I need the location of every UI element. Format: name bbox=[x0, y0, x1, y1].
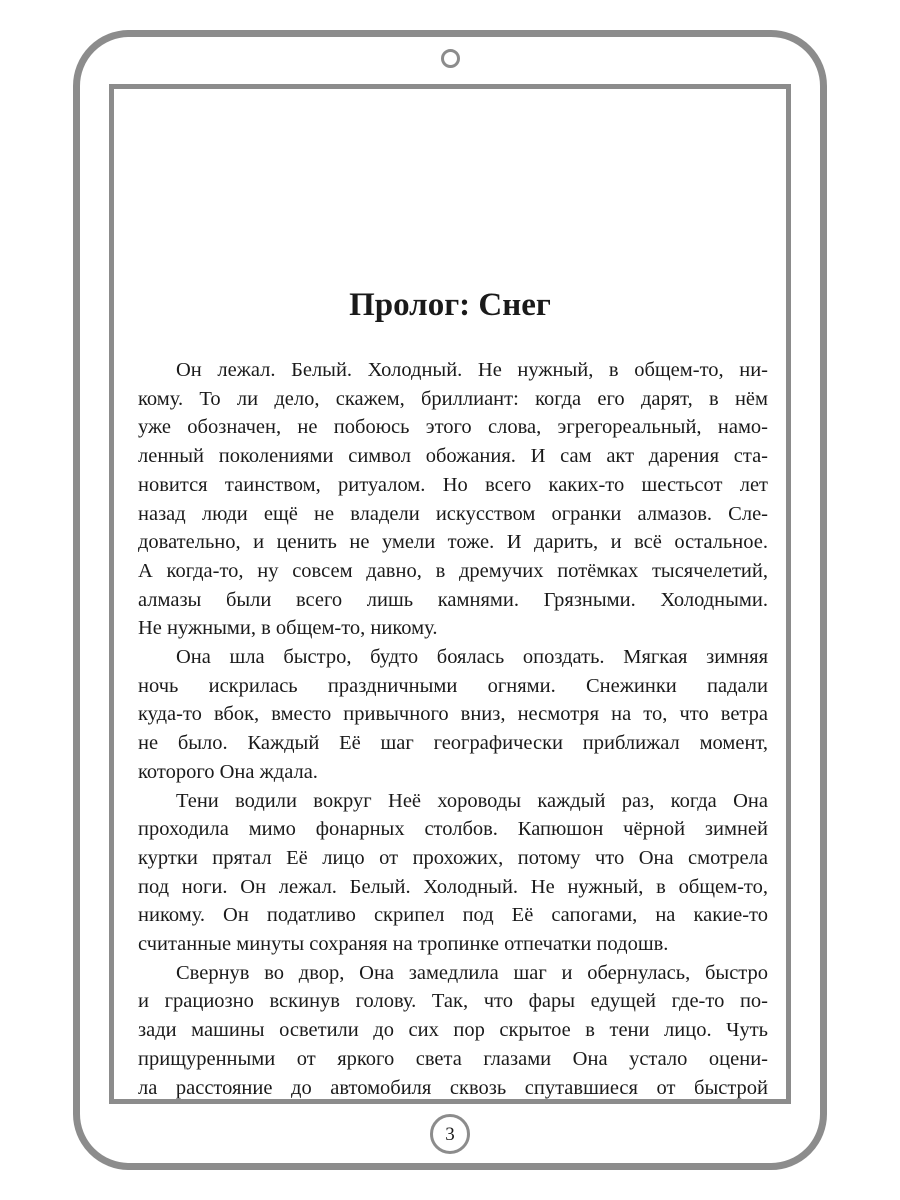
chapter-title: Пролог: Снег bbox=[349, 287, 551, 323]
text-line: А когда-то, ну совсем давно, в дремучих потёмках тысячелетий, bbox=[138, 559, 768, 582]
text-line: никому. Он податливо скрипел под Её сапогами, на какие-то bbox=[138, 904, 768, 927]
chapter-text bbox=[138, 356, 768, 1102]
text-line: и грациозно вскинув голову. Так, что фары едущей где-то по- bbox=[138, 990, 768, 1013]
paragraph bbox=[138, 643, 768, 787]
text-line: Свернув во двор, Она замедлила шаг и обернулась, быстро bbox=[176, 961, 768, 984]
text-line: ла расстояние до автомобиля сквозь спутавшиеся от быстрой bbox=[138, 1076, 768, 1099]
camera-icon bbox=[441, 49, 460, 68]
paragraph bbox=[138, 959, 768, 1103]
text-line: алмазы были всего лишь камнями. Грязными. Холодными. bbox=[138, 588, 768, 611]
reader-screen bbox=[109, 84, 791, 1104]
text-line: назад люди ещё не владели искусством огранки алмазов. Сле- bbox=[138, 502, 768, 525]
page-number: 3 bbox=[445, 1123, 455, 1145]
text-line: которого Она ждала. bbox=[138, 760, 318, 783]
home-button[interactable] bbox=[430, 1114, 470, 1154]
text-line: Он лежал. Белый. Холодный. Не нужный, в общем-то, ни- bbox=[176, 359, 768, 381]
text-line: довательно, и ценить не умели тоже. И дарить, и всё остальное. bbox=[138, 531, 768, 554]
text-line: Не нужными, в общем-то, никому. bbox=[138, 617, 438, 640]
text-line: уже обозначен, не побоюсь этого слова, эгрегореальный, намо- bbox=[138, 416, 768, 439]
paragraph bbox=[138, 356, 768, 643]
text-line: куртки прятал Её лицо от прохожих, потому что Она смотрела bbox=[138, 846, 768, 869]
text-line: прищуренными от яркого света глазами Она устало оцени- bbox=[138, 1047, 768, 1070]
text-line: куда-то вбок, вместо привычного вниз, несмотря на то, что ветра bbox=[138, 703, 768, 726]
text-line: зади машины осветили до сих пор скрытое в тени лицо. Чуть bbox=[138, 1019, 768, 1042]
text-line: под ноги. Он лежал. Белый. Холодный. Не нужный, в общем-то, bbox=[138, 875, 768, 898]
text-line: считанные минуты сохраняя на тропинке отпечатки подошв. bbox=[138, 933, 669, 956]
text-line: кому. То ли дело, скажем, бриллиант: когда его дарят, в нём bbox=[138, 387, 768, 410]
text-line: ленный поколениями символ обожания. И сам акт дарения ста- bbox=[138, 445, 768, 468]
text-line: Она шла быстро, будто боялась опоздать. Мягкая зимняя bbox=[176, 646, 768, 669]
text-line: проходила мимо фонарных столбов. Капюшон чёрной зимней bbox=[138, 818, 768, 841]
text-line: Тени водили вокруг Неё хороводы каждый раз, когда Она bbox=[176, 789, 768, 812]
text-line: новится таинством, ритуалом. Но всего каких-то шестьсот лет bbox=[138, 473, 768, 496]
text-line: ночь искрилась праздничными огнями. Снежинки падали bbox=[138, 674, 768, 697]
paragraph bbox=[138, 787, 768, 959]
text-line: не было. Каждый Её шаг географически приближал момент, bbox=[138, 732, 768, 755]
